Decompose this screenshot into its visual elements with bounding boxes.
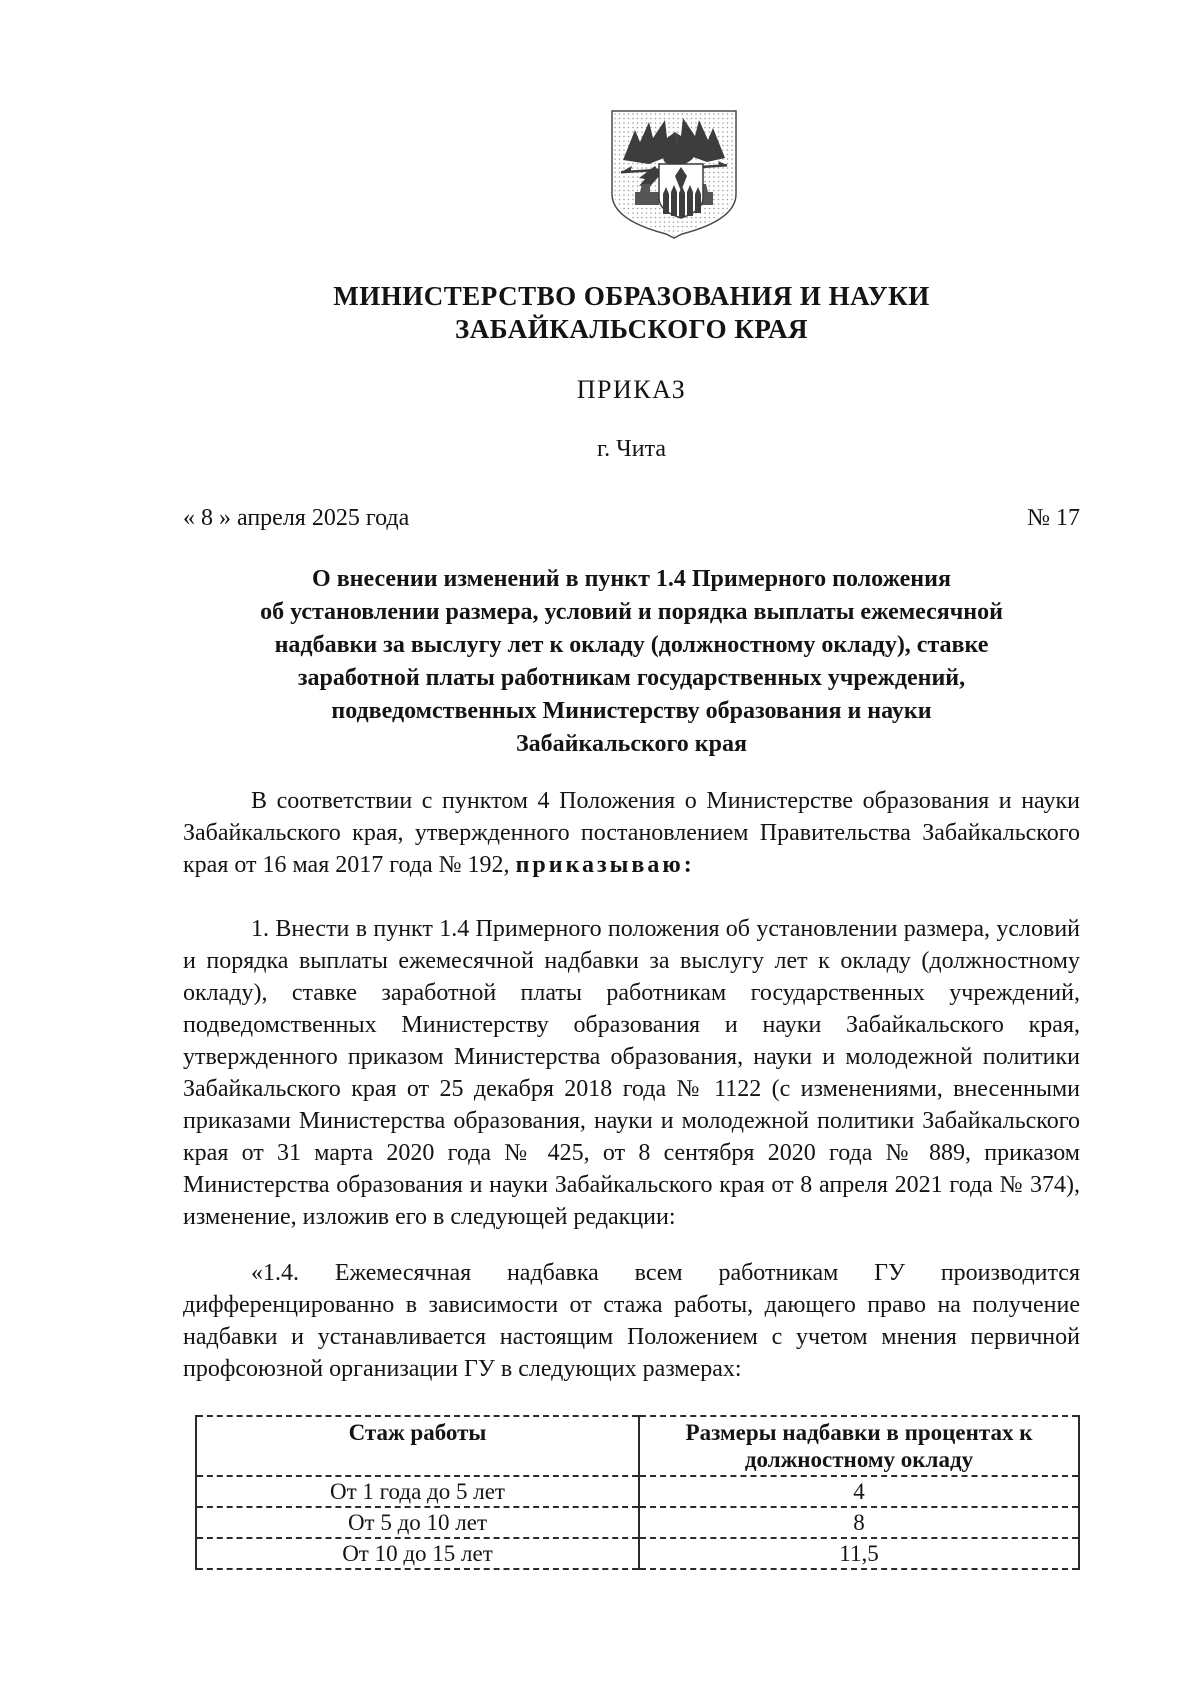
order-word: приказываю: <box>515 852 695 878</box>
paragraph-clause-1-4: «1.4. Ежемесячная надбавка всем работникам ГУ производится дифференцированно в зависимости от стажа работы, дающего право на получение надбавки и устанавливается настоящим Положением с учетом мнения первичной профсоюзной организации ГУ в следующих размерах: <box>183 1260 1080 1382</box>
zabaykalsky-krai-coat-of-arms-icon <box>609 108 739 240</box>
table-row <box>196 1538 1079 1569</box>
cell-percent: 8 <box>639 1507 1079 1538</box>
cell-experience: От 1 года до 5 лет <box>196 1476 639 1507</box>
subject-line: О внесении изменений в пункт 1.4 Примерного положения <box>312 566 951 592</box>
organization-name-line1: МИНИСТЕРСТВО ОБРАЗОВАНИЯ И НАУКИ <box>333 281 930 311</box>
paragraph-preamble <box>183 785 1080 881</box>
cell-percent: 11,5 <box>639 1538 1079 1569</box>
document-type: ПРИКАЗ <box>576 375 687 404</box>
table-row <box>196 1476 1079 1507</box>
header-cell-percent: Размеры надбавки в процентах к должностному окладу <box>639 1416 1079 1476</box>
city-line: г. Чита <box>596 436 666 462</box>
subject-line: об установлении размера, условий и порядка выплаты ежемесячной <box>260 599 1003 625</box>
cell-experience: От 10 до 15 лет <box>196 1538 639 1569</box>
organization-name <box>183 280 1080 346</box>
subject-line: заработной платы работникам государственных учреждений, <box>297 665 966 691</box>
date-number-row <box>183 502 1080 534</box>
allowance-table <box>195 1415 1080 1570</box>
subject-line: надбавки за выслугу лет к окладу (должностному окладу), ставке <box>274 632 989 658</box>
document-subject <box>183 563 1080 761</box>
subject-line: Забайкальского края <box>516 731 747 757</box>
cell-experience: От 5 до 10 лет <box>196 1507 639 1538</box>
coat-of-arms <box>225 108 1122 240</box>
cell-percent: 4 <box>639 1476 1079 1507</box>
table-header-row <box>196 1416 1079 1476</box>
organization-name-line2: ЗАБАЙКАЛЬСКОГО КРАЯ <box>455 314 808 344</box>
document-content <box>183 0 1080 1570</box>
document-date: « 8 » апреля 2025 года <box>183 505 410 531</box>
table-row <box>196 1507 1079 1538</box>
paragraph-item-1: 1. Внести в пункт 1.4 Примерного положения об установлении размера, условий и порядка выплаты ежемесячной надбавки за выслугу лет к окладу (должностному окладу), ставке заработной платы работникам государственных учреждений, подведомственных Министерству образования и науки Забайкальского края, утвержденного приказом Министерства образования, науки и молодежной политики Забайкальского края от 25 декабря 2018 года № 1122 (с изменениями, внесенными приказами Министерства образования, науки и молодежной политики Забайкальского края от 31 марта 2020 года № 425, от 8 сентября 2020 года № 889, приказом Министерства образования и науки Забайкальского края от 8 апреля 2021 года № 374), изменение, изложив его в следующей редакции: <box>183 916 1080 1230</box>
subject-line: подведомственных Министерству образования и науки <box>331 698 932 724</box>
document-number: № 17 <box>1027 505 1080 531</box>
header-cell-experience: Стаж работы <box>196 1416 639 1476</box>
preamble-text: В соответствии с пунктом 4 Положения о Министерстве образования и науки Забайкальского края, утвержденного постановлением Правительства Забайкальского края от 16 мая 2017 года № 192, <box>183 788 1080 878</box>
